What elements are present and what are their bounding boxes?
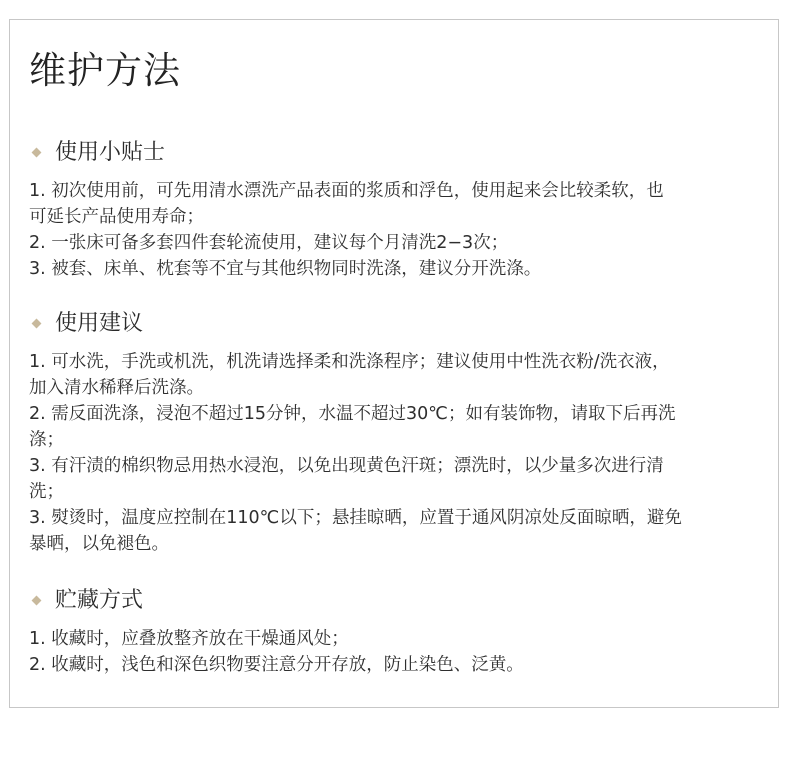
section-header <box>29 309 769 343</box>
text-line: 2. 收藏时，浅色和深色织物要注意分开存放，防止染色、泛黄。 <box>29 655 524 675</box>
text-line: 1. 初次使用前，可先用清水漂洗产品表面的浆质和浮色，使用起来会比较柔软，也 <box>29 181 664 201</box>
section-body <box>29 349 769 557</box>
section-header <box>29 138 769 172</box>
section-storage <box>29 586 769 678</box>
diamond-bullet-icon <box>32 596 42 606</box>
section-title: 使用建议 <box>55 311 144 336</box>
text-line: 涤； <box>29 430 64 450</box>
text-line: 1. 可水洗，手洗或机洗，机洗请选择柔和洗涤程序；建议使用中性洗衣粉/洗衣液， <box>29 352 670 372</box>
section-usage-tips <box>29 138 769 282</box>
text-line: 2. 需反面洗涤，浸泡不超过15分钟，水温不超过30℃；如有装饰物，请取下后再洗 <box>29 404 676 424</box>
section-usage-advice <box>29 309 769 557</box>
text-line: 1. 收藏时，应叠放整齐放在干燥通风处； <box>29 629 349 649</box>
text-line: 可延长产品使用寿命； <box>29 207 204 227</box>
text-line: 加入清水稀释后洗涤。 <box>29 378 204 398</box>
section-title: 贮藏方式 <box>55 588 144 613</box>
text-line: 3. 熨烫时，温度应控制在110℃以下；悬挂晾晒，应置于通风阴凉处反面晾晒，避免 <box>29 508 682 528</box>
text-line: 3. 被套、床单、枕套等不宜与其他织物同时洗涤，建议分开洗涤。 <box>29 259 542 279</box>
section-body <box>29 178 769 282</box>
text-line: 洗； <box>29 482 64 502</box>
text-line: 2. 一张床可备多套四件套轮流使用，建议每个月清洗2−3次； <box>29 233 509 253</box>
diamond-bullet-icon <box>32 148 42 158</box>
section-header <box>29 586 769 620</box>
text-line: 暴晒，以免褪色。 <box>29 534 169 554</box>
section-body <box>29 626 769 678</box>
page-title: 维护方法 <box>29 49 181 92</box>
section-title: 使用小贴士 <box>55 140 166 165</box>
text-line: 3. 有汗渍的棉织物忌用热水浸泡，以免出现黄色汗斑；漂洗时，以少量多次进行清 <box>29 456 664 476</box>
diamond-bullet-icon <box>32 319 42 329</box>
